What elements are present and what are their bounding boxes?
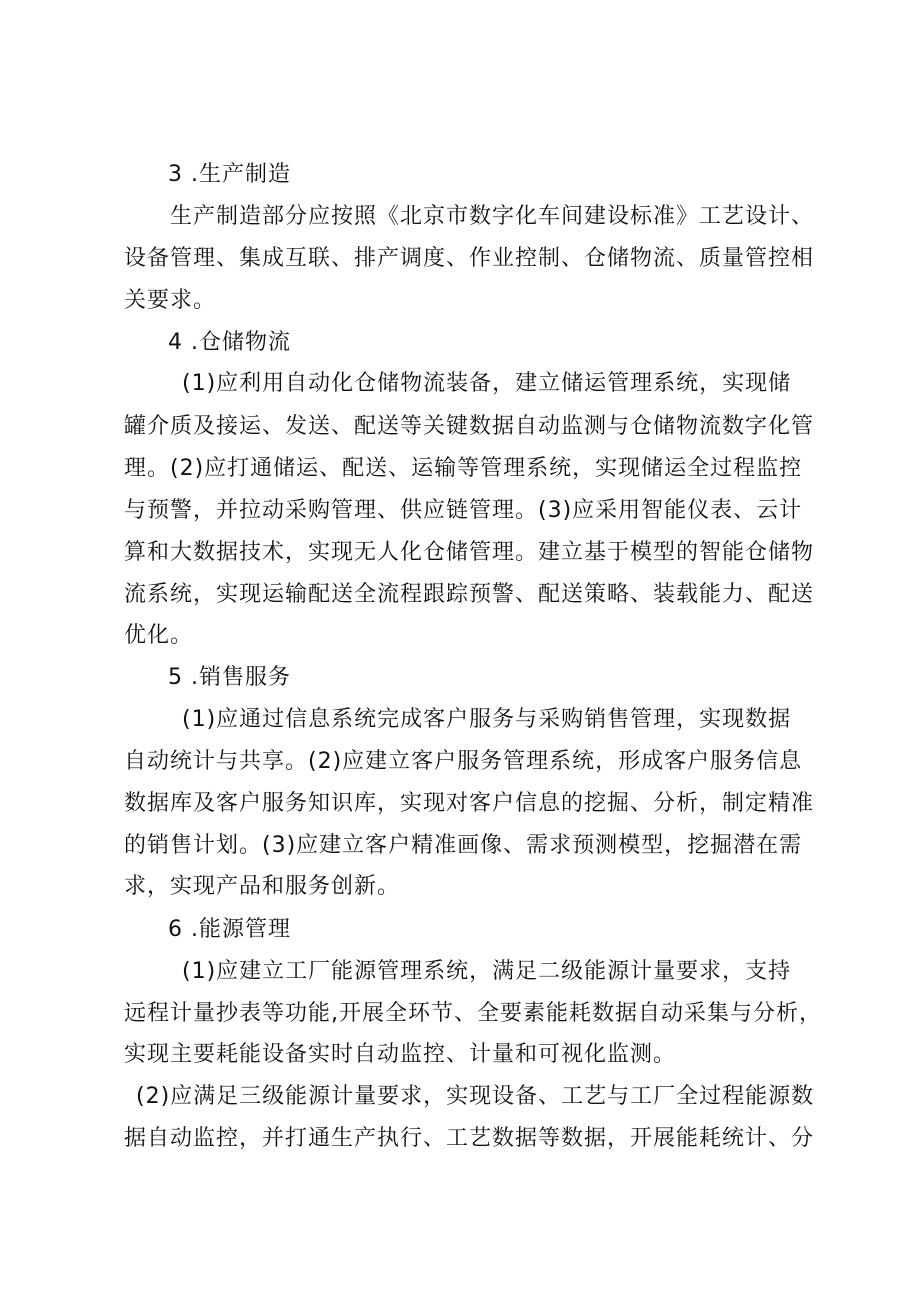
section-6-line-5: 据自动监控，并打通生产执行、工艺数据等数据，开展能耗统计、分 bbox=[124, 1126, 815, 1151]
section-5-line-1: (1)应通过信息系统完成客户服务与采购销售管理，实现数据 bbox=[182, 707, 792, 732]
section-3-line-1: 生产制造部分应按照《北京市数字化车间建设标准》工艺设计、 bbox=[170, 204, 815, 229]
section-5-heading: 5 .销售服务 bbox=[168, 665, 291, 690]
section-5-line-3: 数据库及客户服务知识库，实现对客户信息的挖掘、分析，制定精准 bbox=[124, 791, 815, 816]
section-4-line-1: (1)应利用自动化仓储物流装备，建立储运管理系统，实现储 bbox=[182, 371, 792, 396]
section-6-line-3: 实现主要耗能设备实时自动监控、计量和可视化监测。 bbox=[124, 1042, 677, 1067]
section-4-line-5: 算和大数据技术，实现无人化仓储管理。建立基于模型的智能仓储物 bbox=[124, 540, 815, 565]
section-3-line-3: 关要求。 bbox=[124, 288, 217, 313]
section-6-line-4: (2)应满足三级能源计量要求，实现设备、工艺与工厂全过程能源数 bbox=[136, 1084, 815, 1109]
section-4-line-3: 理。(2)应打通储运、配送、运输等管理系统，实现储运全过程监控 bbox=[124, 456, 803, 481]
section-3-heading: 3 .生产制造 bbox=[168, 162, 291, 187]
section-6-line-2: 远程计量抄表等功能,开展全环节、全要素能耗数据自动采集与分析， bbox=[124, 1001, 822, 1026]
section-4-line-2: 罐介质及接运、发送、配送等关键数据自动监测与仓储物流数字化管 bbox=[124, 414, 815, 439]
section-6-heading: 6 .能源管理 bbox=[168, 917, 291, 942]
section-3-line-2: 设备管理、集成互联、排产调度、作业控制、仓储物流、质量管控相 bbox=[124, 246, 815, 271]
section-4-line-7: 优化。 bbox=[124, 623, 194, 648]
section-4-line-4: 与预警，并拉动采购管理、供应链管理。(3)应采用智能仪表、云计 bbox=[124, 498, 803, 523]
section-5-line-5: 求，实现产品和服务创新。 bbox=[124, 874, 401, 899]
section-5-line-4: 的销售计划。(3)应建立客户精准画像、需求预测模型，挖掘潜在需 bbox=[124, 833, 803, 858]
section-5-line-2: 自动统计与共享。(2)应建立客户服务管理系统，形成客户服务信息 bbox=[124, 749, 803, 774]
section-6-line-1: (1)应建立工厂能源管理系统，满足二级能源计量要求，支持 bbox=[182, 959, 792, 984]
section-4-heading: 4 .仓储物流 bbox=[168, 330, 291, 355]
section-4-line-6: 流系统，实现运输配送全流程跟踪预警、配送策略、装载能力、配送 bbox=[124, 582, 815, 607]
